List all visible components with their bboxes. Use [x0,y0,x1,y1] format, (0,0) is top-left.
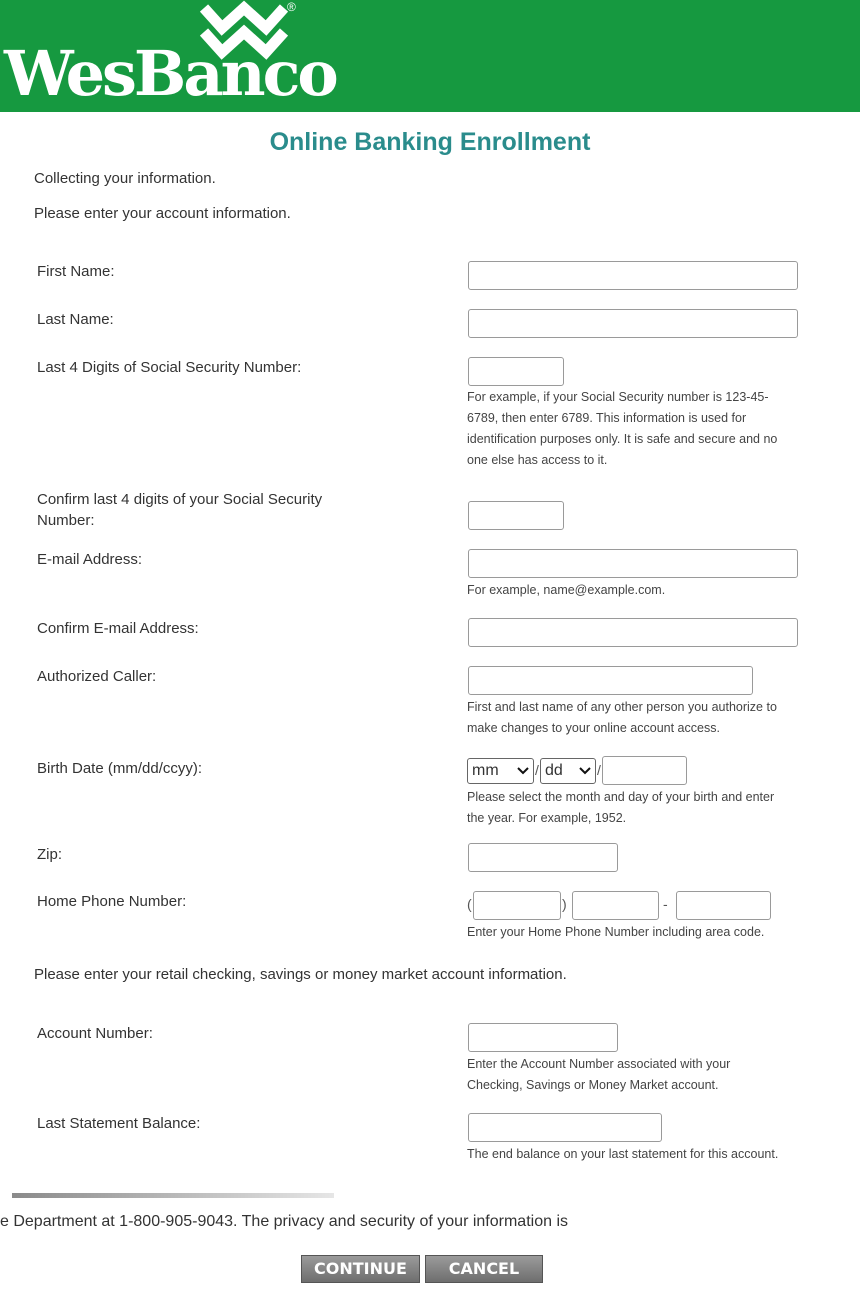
zip-label: Zip: [37,846,63,863]
authorized-caller-input[interactable] [468,666,753,695]
account-number-input[interactable] [468,1023,618,1052]
ssn-confirm-label [37,489,322,531]
checking-section-intro: Please enter your retail checking, savings or money market account information. [34,966,567,983]
authorized-caller-help-line: make changes to your online account access. [467,721,720,735]
chevron-down-icon [517,767,529,775]
ssn-help-line: identification purposes only. It is safe and secure and no [467,432,778,446]
phone-line-input[interactable] [676,891,771,920]
birth-year-input[interactable] [602,756,687,785]
birth-date-help-line: the year. For example, 1952. [467,811,627,825]
birth-month-value: mm [472,762,499,779]
authorized-caller-label: Authorized Caller: [37,668,157,685]
birth-day-value: dd [545,762,563,779]
ssn-help-line: For example, if your Social Security number is 123-45- [467,390,769,404]
account-number-help-line: Enter the Account Number associated with your [467,1057,731,1071]
wesbanco-logo: WesBanco [4,37,336,110]
home-phone-label: Home Phone Number: [37,893,187,910]
statement-balance-help-text: The end balance on your last statement for this account. [467,1147,779,1161]
phone-prefix-input[interactable] [572,891,659,920]
first-name-input[interactable] [468,261,798,290]
ssn-last4-label: Last 4 Digits of Social Security Number: [37,359,302,376]
account-number-help-line: Checking, Savings or Money Market account. [467,1078,719,1092]
phone-dash: - [663,896,668,912]
birth-date-help-line: Please select the month and day of your birth and enter [467,790,775,804]
ssn-help-line: 6789, then enter 6789. This information is used for [467,411,747,425]
account-number-label: Account Number: [37,1025,153,1042]
phone-close-paren: ) [562,896,567,912]
first-name-label: First Name: [37,263,115,280]
email-input[interactable] [468,549,798,578]
header-banner [0,0,860,112]
divider [12,1193,334,1198]
intro-collecting: Collecting your information. [34,170,216,187]
date-separator: / [535,762,539,778]
footer-partial-text: e Department at 1-800-905-9043. The privacy and security of your information is [0,1213,568,1230]
last-name-input[interactable] [468,309,798,338]
intro-account: Please enter your account information. [34,205,291,222]
birth-date-label: Birth Date (mm/dd/ccyy): [37,760,203,777]
page-title: Online Banking Enrollment [269,128,591,156]
authorized-caller-help-text [467,697,777,739]
birth-day-select[interactable] [540,758,596,784]
statement-balance-label: Last Statement Balance: [37,1115,201,1132]
email-help-text: For example, name@example.com. [467,583,666,597]
birth-month-select[interactable] [467,758,534,784]
email-confirm-input[interactable] [468,618,798,647]
date-separator: / [597,762,601,778]
statement-balance-input[interactable] [468,1113,662,1142]
ssn-confirm-input[interactable] [468,501,564,530]
phone-area-code-input[interactable] [473,891,561,920]
ssn-confirm-label-line: Number: [37,512,95,529]
authorized-caller-help-line: First and last name of any other person you authorize to [467,700,777,714]
cancel-button[interactable]: CANCEL [425,1255,543,1283]
phone-open-paren: ( [467,896,472,912]
ssn-help-text [467,387,777,471]
birth-date-help-text [467,787,774,829]
account-number-help-text [467,1054,730,1096]
email-confirm-label: Confirm E-mail Address: [37,620,199,637]
ssn-confirm-label-line: Confirm last 4 digits of your Social Security [37,491,323,508]
email-label: E-mail Address: [37,551,143,568]
continue-button[interactable]: CONTINUE [301,1255,420,1283]
chevron-down-icon [579,767,591,775]
ssn-help-line: one else has access to it. [467,453,608,467]
zip-input[interactable] [468,843,618,872]
ssn-last4-input[interactable] [468,357,564,386]
home-phone-help-text: Enter your Home Phone Number including area code. [467,925,765,939]
registered-mark: ® [287,0,296,14]
last-name-label: Last Name: [37,311,114,328]
